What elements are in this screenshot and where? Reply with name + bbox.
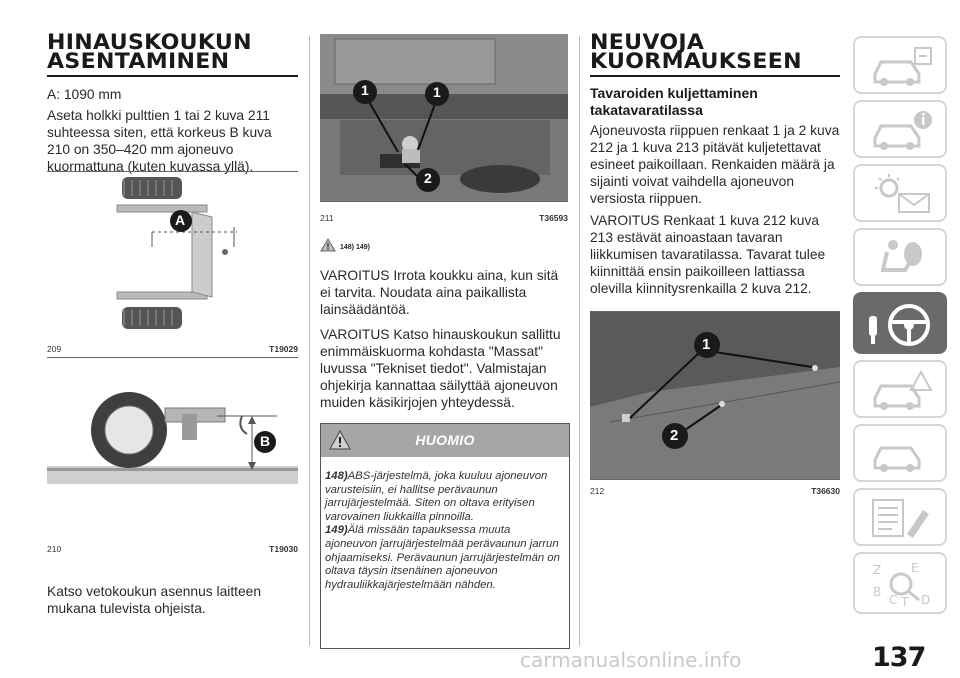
tab-car-info[interactable] xyxy=(853,36,947,94)
car-warning-icon xyxy=(867,368,937,412)
photo-callout: 2 xyxy=(670,427,679,444)
note-148 xyxy=(325,470,565,524)
car-info-i-icon xyxy=(867,108,937,152)
paragraph: A: 1090 mm xyxy=(47,87,122,102)
paragraph: Aseta holkki pulttien 1 tai 2 kuva 211 suhteessa siten, että korkeus B kuva 210 on 350–420 mm ajoneuvo kuormattuna (kuten kuvassa yllä). xyxy=(47,108,272,174)
title-rule xyxy=(590,75,840,77)
warning-notes xyxy=(321,457,569,592)
figure-210 xyxy=(47,357,298,554)
photo-callout: 1 xyxy=(702,336,711,353)
tab-car-info-i[interactable] xyxy=(853,100,947,158)
tab-alphabetical-index[interactable] xyxy=(853,552,947,614)
figure-number: 212 xyxy=(590,486,605,496)
steering-wheel-key-icon xyxy=(867,300,937,350)
warning-triangle-icon xyxy=(320,238,336,252)
tab-warning-lights[interactable] xyxy=(853,164,947,222)
note-number: 149) xyxy=(325,524,348,537)
tab-starting-driving[interactable] xyxy=(853,292,947,354)
svg-text:C: C xyxy=(889,593,898,607)
svg-text:E: E xyxy=(911,561,919,575)
paragraph: VAROITUS Irrota koukku aina, kun sitä ei tarvita. Noudata aina paikallista lainsäädäntöä. xyxy=(320,268,559,317)
warning-box xyxy=(320,423,570,649)
note-number: 148) xyxy=(325,470,348,482)
subheading: Tavaroiden kuljettaminen takatavaratilassa xyxy=(590,85,758,118)
cargo-floor-photo xyxy=(590,312,840,479)
paragraph: Ajoneuvosta riippuen renkaat 1 ja 2 kuva 212 ja 1 kuva 213 pitävät kuljetettavat esineet paikoillaan. Renkaiden määrä ja sijainti voivat vaihdella ajoneuvon versiosta riippuen. xyxy=(590,123,840,206)
tab-car-warning[interactable] xyxy=(853,360,947,418)
figure-marker: A xyxy=(175,212,186,228)
column-divider xyxy=(309,36,310,646)
photo-callout: 2 xyxy=(424,170,432,186)
section-title: HINAUSKOUKUN ASENTAMINEN xyxy=(47,30,252,73)
car-service-icon xyxy=(867,432,937,476)
svg-text:D: D xyxy=(921,593,931,607)
column-1 xyxy=(47,0,298,616)
warning-header xyxy=(321,424,569,457)
tab-car-service[interactable] xyxy=(853,424,947,482)
figure-number: 210 xyxy=(47,544,62,554)
svg-text:Z: Z xyxy=(873,563,882,577)
column-3 xyxy=(590,0,840,496)
note-149 xyxy=(325,524,565,592)
column-divider xyxy=(579,36,580,646)
alphabetical-index-icon xyxy=(867,560,937,610)
photo-callout: 1 xyxy=(361,82,369,98)
seat-airbag-icon xyxy=(867,236,937,280)
title-rule xyxy=(47,75,298,77)
figure-number: 209 xyxy=(47,344,62,354)
tow-hook-photo xyxy=(320,34,568,201)
page-number: 137 xyxy=(872,642,926,673)
note-text: Älä missään tapauksessa muuta ajoneuvon jarrujärjestelmää perävaunun jarrun ohjaamiseksi. Perävaunun jarrujärjestelmän on oltava täysin itsenäinen ajoneuvon hydrauliikkajärjestelmään nähden. xyxy=(325,524,560,591)
tow-hook-top-view-illustration xyxy=(47,172,298,332)
footnote-refs: 148) 149) xyxy=(340,244,370,251)
figure-code: T19029 xyxy=(269,344,298,354)
warning-lights-icon xyxy=(867,172,937,216)
section-title: NEUVOJA KUORMAUKSEEN xyxy=(590,30,802,73)
figure-marker: B xyxy=(260,433,271,449)
figure-code: T36630 xyxy=(811,486,840,496)
tab-technical-data[interactable] xyxy=(853,488,947,546)
figure-212 xyxy=(590,311,840,480)
svg-text:T: T xyxy=(901,595,909,609)
photo-callout: 1 xyxy=(433,84,441,100)
tab-seat-airbag[interactable] xyxy=(853,228,947,286)
figure-code: T19030 xyxy=(269,544,298,554)
figure-code: T36593 xyxy=(539,213,568,223)
paragraph: Katso vetokoukun asennus laitteen mukana tulevista ohjeista. xyxy=(47,584,261,616)
figure-209 xyxy=(47,171,298,354)
note-text: ABS-järjestelmä, joka kuuluu ajoneuvon varusteisiin, ei hallitse perävaunun jarrujärjestelmää. Siten on oltava erityisen varovainen liukkailla pinnoilla. xyxy=(325,470,548,523)
figure-number: 211 xyxy=(320,213,334,223)
technical-data-icon xyxy=(867,496,937,540)
paragraph: VAROITUS Renkaat 1 kuva 212 kuva 213 estävät ainoastaan tavaran liikkumisen tavaratilassa. Tavarat tulee kiinnittää ensin paikoilleen lattiassa olevilla kiinnitysrenkailla 2 kuva 212. xyxy=(590,213,826,296)
figure-211 xyxy=(320,34,568,202)
svg-text:B: B xyxy=(873,585,882,599)
car-info-icon xyxy=(867,44,937,88)
paragraph: VAROITUS Katso hinauskoukun sallittu enimmäiskuorma kohdasta "Massat" luvussa "Tekniset tiedot". Valmistajan ohjekirja kannattaa säilyttää ajoneuvon muiden käsikirjojen yhteydessä. xyxy=(320,327,561,410)
watermark: carmanualsonline.info xyxy=(520,648,742,672)
warning-heading: HUOMIO xyxy=(415,432,475,448)
